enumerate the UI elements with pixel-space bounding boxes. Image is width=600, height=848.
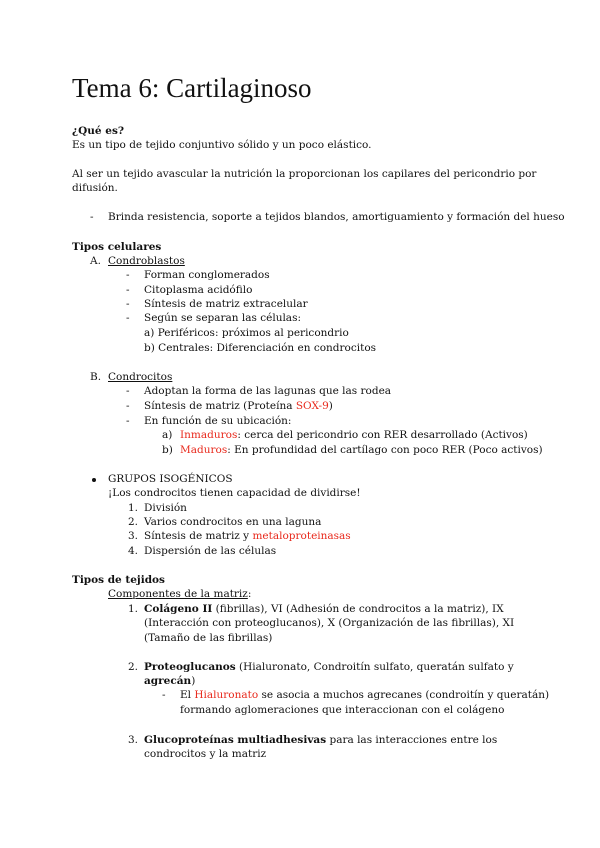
dash-bullet: - [126, 269, 130, 281]
condrocitos-title: Condrocitos [108, 371, 173, 383]
colageno-line2: (Interacción con proteoglucanos), X (Organización de las fibrillas), XI [144, 617, 515, 629]
condroblastos-item: Citoplasma acidófilo [144, 284, 253, 296]
intro-heading: ¿Qué es? [72, 125, 125, 137]
number-marker: 2. [128, 661, 139, 673]
grupos-heading: GRUPOS ISOGÉNICOS [108, 473, 233, 485]
tipos-celulares-heading: Tipos celulares [72, 241, 162, 253]
intro-line: Es un tipo de tejido conjuntivo sólido y un poco elástico. [72, 139, 372, 151]
proteoglucanos-line1: Proteoglucanos (Hialuronato, Condroitín sulfato, queratán sulfato y [144, 661, 514, 673]
tipos-tejidos-heading: Tipos de tejidos [72, 574, 165, 586]
list-marker-a: A. [90, 255, 101, 267]
intro-bullet-text: Brinda resistencia, soporte a tejidos blandos, amortiguamiento y formación del hueso [108, 211, 565, 223]
grupos-item: División [144, 502, 187, 514]
glucoproteinas-line1: Glucoproteínas multiadhesivas para las interacciones entre los [144, 734, 498, 746]
grupos-item: Varios condrocitos en una laguna [144, 516, 322, 528]
bullet-dot [92, 478, 96, 482]
intro-paragraph-line1: Al ser un tejido avascular la nutrición la proporcionan los capilares del pericondrio por [72, 168, 537, 180]
proteoglucanos-line2: agrecán) [144, 675, 196, 687]
maduros-item: Maduros: En profundidad del cartílago con poco RER (Poco activos) [180, 444, 543, 456]
dash-bullet: - [126, 385, 130, 397]
dash-bullet: - [162, 689, 166, 701]
condrocitos-item: Síntesis de matriz (Proteína SOX-9) [144, 400, 333, 412]
hialuronato-highlight: Hialuronato [194, 689, 259, 701]
number-marker: 1. [128, 603, 139, 615]
sub-marker: a) [162, 429, 173, 441]
dash-bullet: - [90, 211, 94, 223]
inmaduros-item: Inmaduros: cerca del pericondrio con RER desarrollado (Activos) [180, 429, 528, 441]
condroblastos-item: Forman conglomerados [144, 269, 270, 281]
number-marker: 3. [128, 530, 139, 542]
number-marker: 1. [128, 502, 139, 514]
componentes-matriz: Componentes de la matriz: [108, 588, 252, 600]
condroblastos-title: Condroblastos [108, 255, 185, 267]
sox9-highlight: SOX-9 [295, 400, 329, 412]
colageno-line1: Colágeno II (fibrillas), VI (Adhesión de condrocitos a la matriz), IX [144, 603, 504, 615]
number-marker: 3. [128, 734, 139, 746]
sub-marker: b) [162, 444, 173, 456]
dash-bullet: - [126, 284, 130, 296]
hialuronato-line1: El Hialuronato se asocia a muchos agrecanes (condroitín y queratán) [180, 689, 550, 701]
grupos-item: Dispersión de las células [144, 545, 277, 557]
grupos-item: Síntesis de matriz y metaloproteinasas [144, 530, 351, 542]
glucoproteinas-line2: condrocitos y la matriz [144, 748, 267, 760]
metaloproteinasas-highlight: metaloproteinasas [252, 530, 351, 542]
condroblastos-item: Síntesis de matriz extracelular [144, 298, 308, 310]
hialuronato-line2: formando aglomeraciones que interaccionan con el colágeno [180, 704, 505, 716]
dash-bullet: - [126, 415, 130, 427]
dash-bullet: - [126, 298, 130, 310]
page-title: Tema 6: Cartilaginoso [72, 73, 312, 103]
condroblastos-item: Según se separan las células: [144, 312, 301, 324]
list-marker-b: B. [90, 371, 102, 383]
intro-paragraph-line2: difusión. [72, 182, 118, 194]
condroblastos-subitem: a) Periféricos: próximos al pericondrio [144, 327, 349, 339]
dash-bullet: - [126, 312, 130, 324]
grupos-note: ¡Los condrocitos tienen capacidad de dividirse! [108, 487, 361, 499]
condrocitos-item: En función de su ubicación: [144, 415, 292, 427]
dash-bullet: - [126, 400, 130, 412]
condroblastos-subitem: b) Centrales: Diferenciación en condrocitos [144, 342, 377, 354]
number-marker: 2. [128, 516, 139, 528]
colageno-line3: (Tamaño de las fibrillas) [144, 632, 273, 644]
number-marker: 4. [128, 545, 139, 557]
condrocitos-item: Adoptan la forma de las lagunas que las rodea [144, 385, 392, 397]
